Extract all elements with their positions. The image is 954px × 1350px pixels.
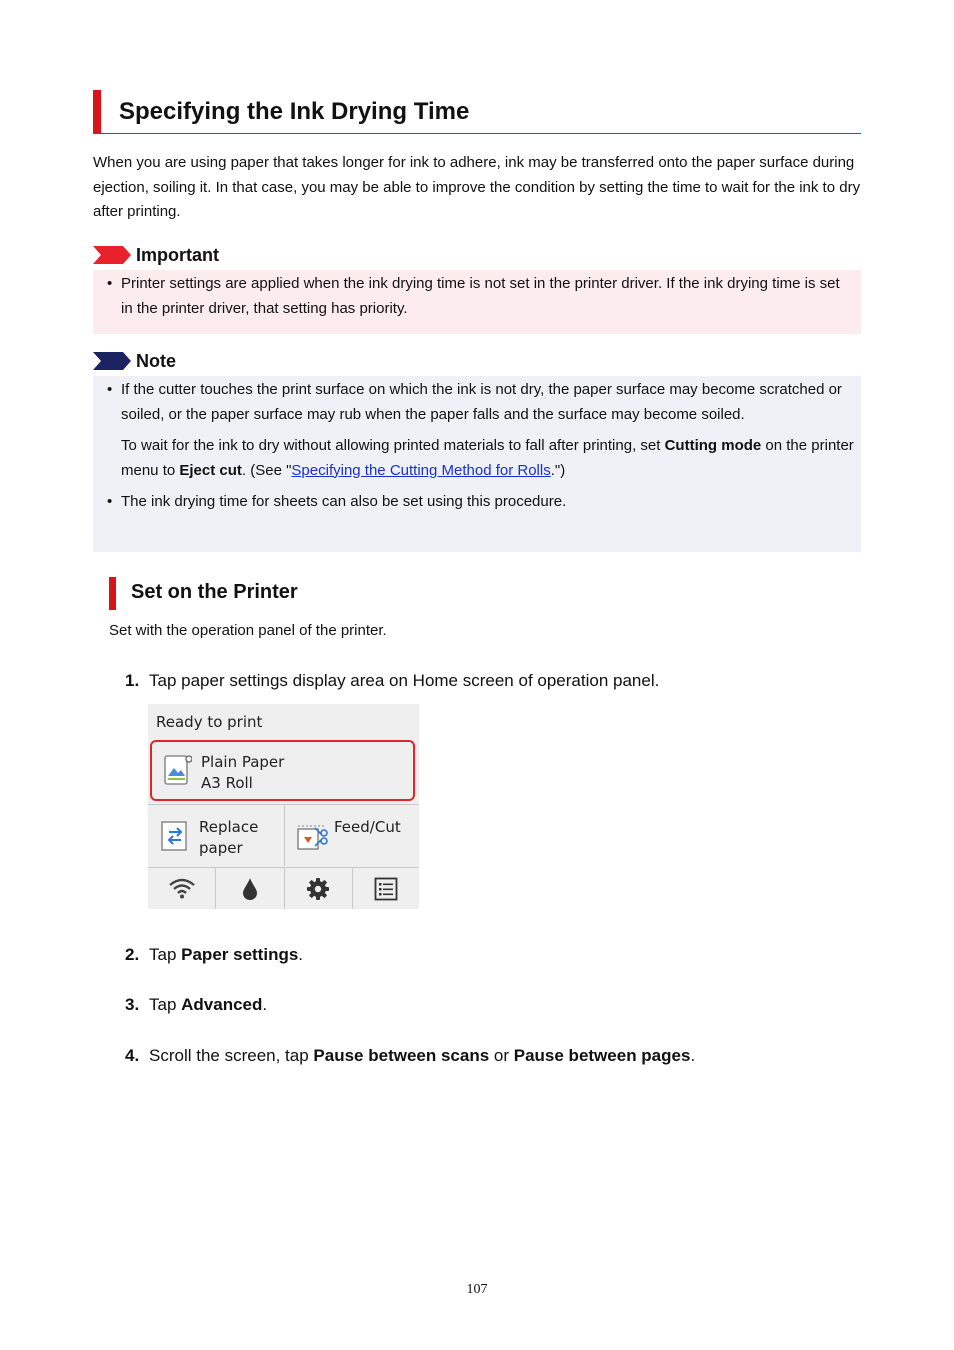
step-3 <box>125 995 267 1015</box>
note-item-1-paragraph <box>121 434 855 483</box>
important-label: Important <box>136 244 219 265</box>
page-title-block <box>93 90 861 134</box>
replace-paper-icon <box>160 820 190 852</box>
panel-status: Ready to print <box>156 713 263 731</box>
step-text: . <box>298 945 304 964</box>
step-text: Tap <box>149 995 182 1014</box>
note-chevrons-icon <box>93 352 131 370</box>
note-item-1-text: If the cutter touches the print surface on which the ink is not dry, the paper surface may become scratched or soiled, or the paper surface may rub when the paper falls and the surface may become soiled. <box>121 381 842 423</box>
step-text: or <box>489 1046 514 1065</box>
important-heading <box>93 244 219 266</box>
paper-roll-icon <box>162 754 192 786</box>
important-chevrons-icon <box>93 246 131 264</box>
step-text: Scroll the screen, tap <box>149 1046 314 1065</box>
step-text: . <box>262 995 268 1014</box>
see-prefix: . (See " <box>241 461 292 479</box>
settings-button[interactable] <box>285 868 352 909</box>
note-para-text: To wait for the ink to dry without allowing printed materials to fall after printing, set <box>121 437 665 454</box>
ink-drop-icon <box>242 877 258 901</box>
replace-label-line: Replace <box>199 818 259 836</box>
paper-size: A3 Roll <box>201 774 253 792</box>
step-text: . <box>690 1046 696 1065</box>
pause-between-scans-term: Pause between scans <box>313 1046 490 1065</box>
replace-label-line: paper <box>199 839 243 857</box>
wifi-icon <box>168 877 196 899</box>
step-number: 2. <box>125 945 140 964</box>
replace-paper-label <box>199 817 258 859</box>
step-1 <box>125 671 659 691</box>
operation-panel-screenshot <box>148 704 419 909</box>
section-intro: Set with the operation panel of the printer. <box>109 622 387 639</box>
note-item-1: • If the cutter touches the print surface on which the ink is not dry, the paper surface may become scratched or soiled, or the paper surface may rub when the paper falls and the surface may become soiled. <box>107 381 842 423</box>
step-4 <box>125 1046 695 1066</box>
section-title: Set on the Printer <box>131 581 298 603</box>
note-para-text-2: on the printer menu to <box>121 437 854 479</box>
paper-type: Plain Paper <box>201 753 285 771</box>
cutting-method-link[interactable]: Specifying the Cutting Method for Rolls <box>291 461 551 479</box>
important-item: • Printer settings are applied when the ink drying time is not set in the printer driver. If the ink drying time is set in the printer driver, that setting has priority. <box>107 275 840 317</box>
title-accent-bar <box>93 90 101 133</box>
note-item-2-text: The ink drying time for sheets can also be set using this procedure. <box>121 493 567 510</box>
menu-button[interactable] <box>353 868 419 909</box>
gear-icon <box>306 877 330 901</box>
note-label: Note <box>136 350 176 371</box>
paper-settings-area[interactable] <box>150 740 415 801</box>
feed-cut-button[interactable] <box>285 805 419 867</box>
feed-cut-icon <box>295 819 331 853</box>
note-item-2: • The ink drying time for sheets can also be set using this procedure. <box>107 493 567 510</box>
pause-between-pages-term: Pause between pages <box>513 1046 691 1065</box>
note-box <box>93 376 861 552</box>
feed-cut-label: Feed/Cut <box>334 818 401 836</box>
wifi-button[interactable] <box>148 868 215 909</box>
step-number: 3. <box>125 995 140 1014</box>
paper-settings-term: Paper settings <box>181 945 299 964</box>
step-2 <box>125 945 303 965</box>
see-suffix: .") <box>550 461 566 479</box>
ink-button[interactable] <box>216 868 284 909</box>
section-accent-bar <box>109 577 116 610</box>
important-box <box>93 270 861 334</box>
advanced-term: Advanced <box>181 995 263 1014</box>
page-number: 107 <box>466 1282 488 1297</box>
list-menu-icon <box>374 877 398 901</box>
paper-settings-text <box>201 752 284 794</box>
replace-paper-button[interactable] <box>148 805 284 867</box>
step-text: Tap paper settings display area on Home screen of operation panel. <box>149 671 660 690</box>
step-number: 4. <box>125 1046 140 1065</box>
note-heading <box>93 350 176 372</box>
eject-cut-term: Eject cut <box>179 461 242 479</box>
step-number: 1. <box>125 671 140 690</box>
important-item-text: Printer settings are applied when the ink drying time is not set in the printer driver. If the ink drying time is set in the printer driver, that setting has priority. <box>121 275 840 317</box>
cutting-mode-term: Cutting mode <box>664 437 762 454</box>
page-title: Specifying the Ink Drying Time <box>119 98 470 125</box>
step-text: Tap <box>149 945 182 964</box>
intro-paragraph: When you are using paper that takes longer for ink to adhere, ink may be transferred onto the paper surface during ejection, soiling it. In that case, you may be able to improve the condition by setting the time to wait for the ink to dry after printing. <box>93 154 861 220</box>
